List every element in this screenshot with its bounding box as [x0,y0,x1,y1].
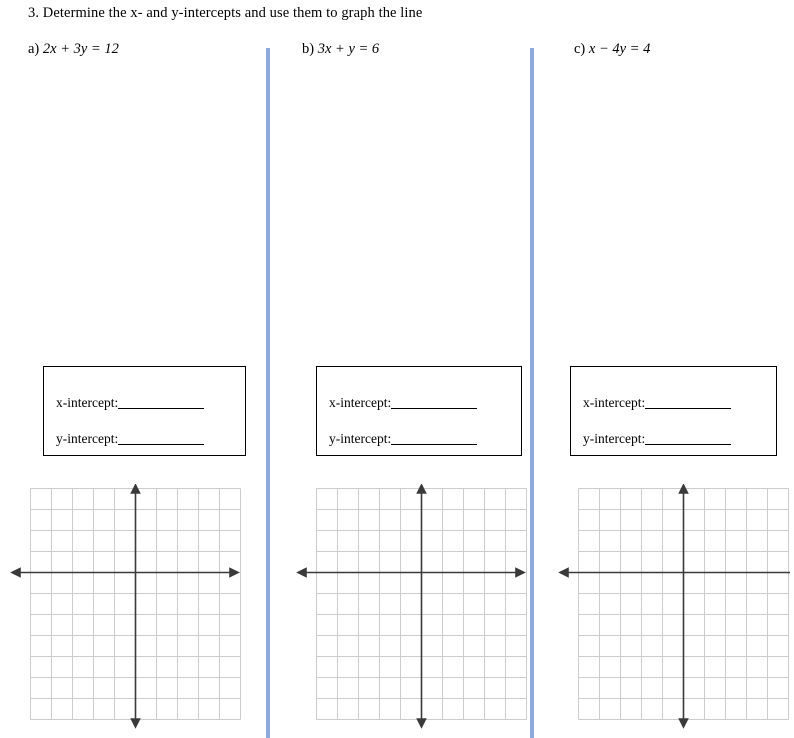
problem-a-x-intercept-row [56,395,204,411]
y-intercept-label: y-intercept: [56,431,119,446]
problem-column-b [276,0,540,738]
problem-a-equation [28,41,119,58]
problem-c-answer-box [570,366,777,456]
problem-b-x-intercept-row [329,395,477,411]
problem-c-letter: c) [574,41,586,57]
axes-b [298,485,524,727]
problem-b-y-intercept-input[interactable] [391,431,477,445]
problem-a-letter: a) [28,41,40,57]
x-intercept-label: x-intercept: [583,395,646,410]
problem-b-y-intercept-row [329,431,477,447]
column-divider-1 [266,48,270,738]
x-intercept-label: x-intercept: [56,395,119,410]
problem-b-expression: 3x + y = 6 [317,41,380,57]
graph-grid-a [10,484,242,729]
problem-b-graph [296,484,528,729]
problem-c-graph [558,484,790,729]
axes-c [560,485,790,727]
problem-a-graph [10,484,242,729]
page-instruction: 3. Determine the x- and y-intercepts and use them to graph the line [28,5,423,21]
problem-c-expression: x − 4y = 4 [588,41,651,57]
problem-b-answer-box [316,366,522,456]
problem-c-y-intercept-input[interactable] [645,431,731,445]
problem-b-equation [302,41,379,58]
problem-a-y-intercept-row [56,431,204,447]
graph-grid-b [296,484,528,729]
problem-c-y-intercept-row [583,431,731,447]
problem-c-x-intercept-input[interactable] [645,395,731,409]
problem-a-x-intercept-input[interactable] [118,395,204,409]
y-intercept-label: y-intercept: [583,431,646,446]
problem-c-x-intercept-row [583,395,731,411]
x-intercept-label: x-intercept: [329,395,392,410]
problem-a-y-intercept-input[interactable] [118,431,204,445]
axes-a [12,485,238,727]
problem-a-expression: 2x + 3y = 12 [42,41,119,57]
graph-grid-c [558,484,790,729]
problem-b-x-intercept-input[interactable] [391,395,477,409]
problem-column-c [548,0,794,738]
problem-a-answer-box [43,366,246,456]
problem-c-equation [574,41,650,58]
problem-b-letter: b) [302,41,315,57]
problem-column-a [2,0,266,738]
y-intercept-label: y-intercept: [329,431,392,446]
